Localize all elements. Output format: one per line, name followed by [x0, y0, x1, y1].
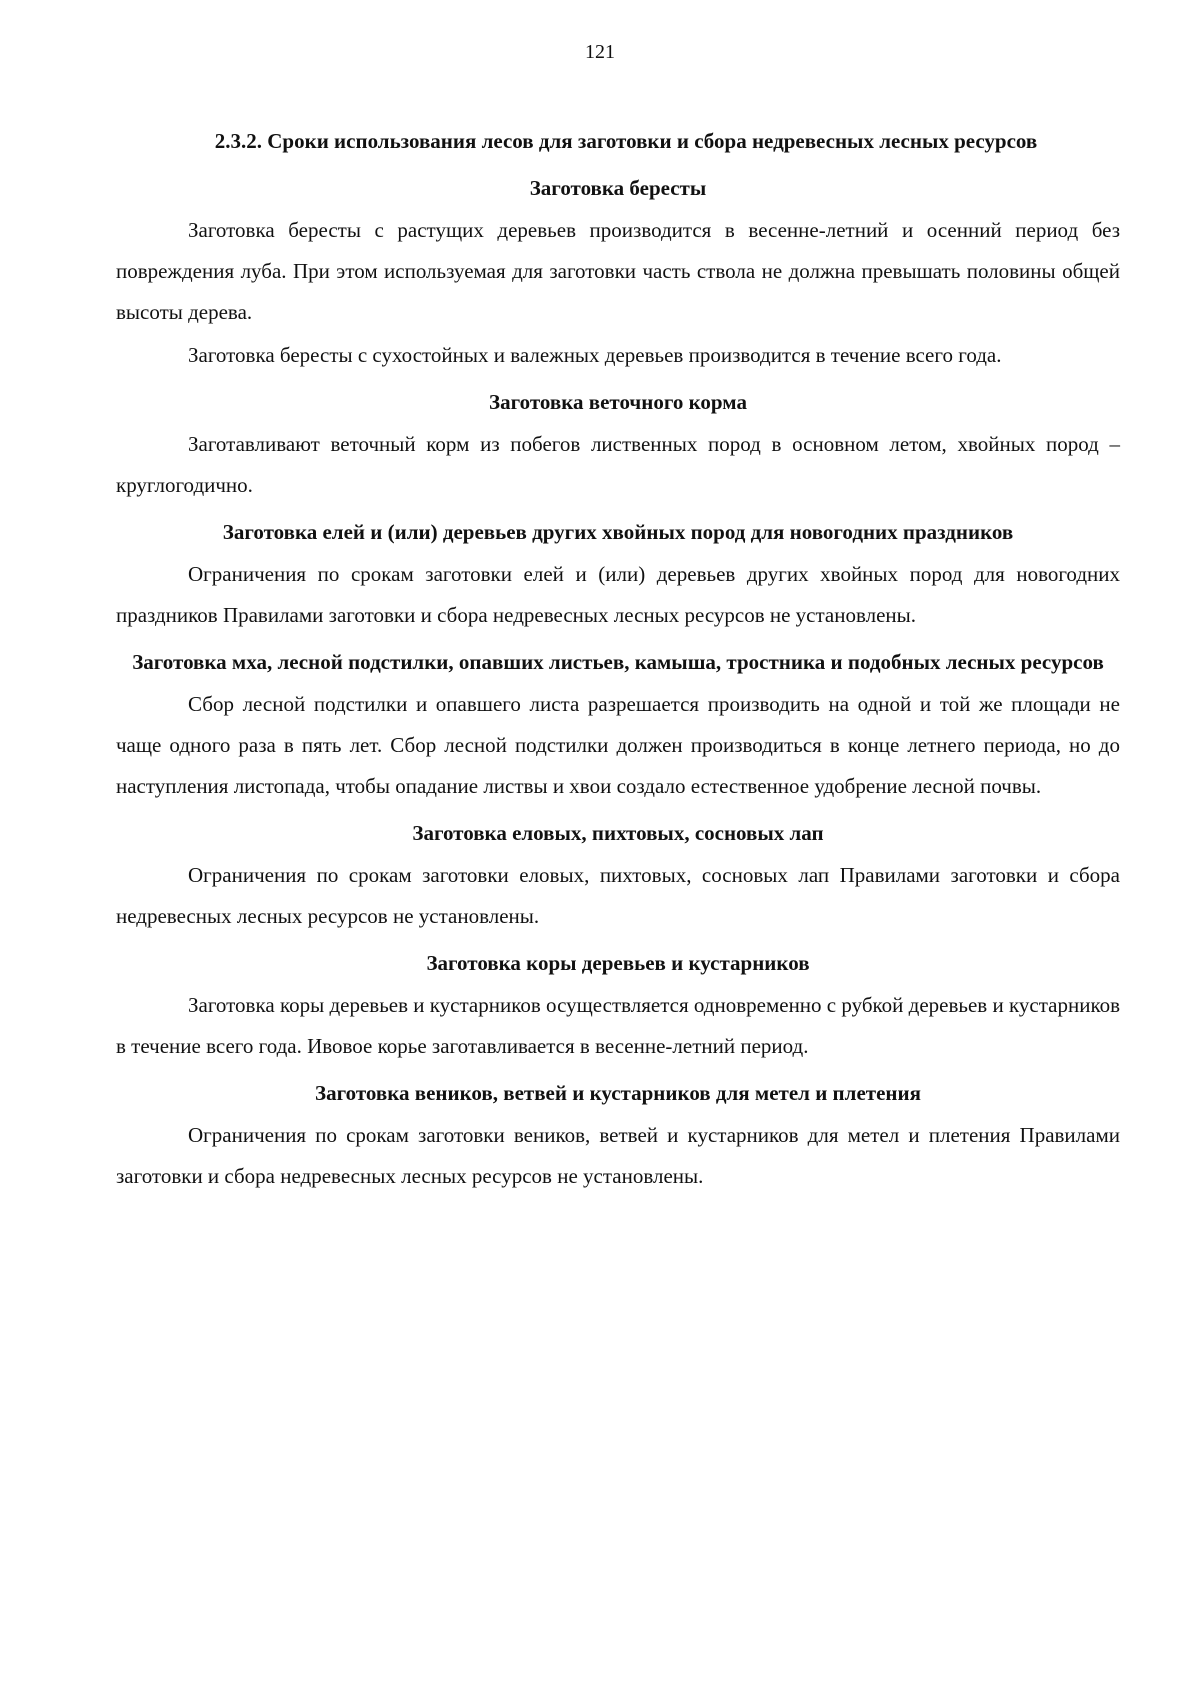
- heading-christmas-trees: Заготовка елей и (или) деревьев других хвойных пород для новогодних праздников: [222, 520, 1014, 544]
- heading-conifer-branches: Заготовка еловых, пихтовых, сосновых лап: [412, 821, 824, 845]
- paragraph: Заготовка бересты с растущих деревьев производится в весенне-летний и осенний период без повреждения луба. При этом используемая для заготовки часть ствола не должна превышать половины общей высоты дерева.: [116, 218, 1120, 324]
- paragraph: Сбор лесной подстилки и опавшего листа разрешается производить на одной и той же площади не чаще одного раза в пять лет. Сбор лесной подстилки должен производиться в конце летнего периода, но до наступления листопада, чтобы опадание листвы и хвои создало естественное удобрение лесной почвы.: [116, 692, 1120, 798]
- paragraph: Заготавливают веточный корм из побегов лиственных пород в основном летом, хвойных пород – круглогодично.: [116, 432, 1120, 497]
- paragraph: Ограничения по срокам заготовки еловых, пихтовых, сосновых лап Правилами заготовки и сбора недревесных лесных ресурсов не установлены.: [116, 863, 1120, 928]
- heading-branch-fodder: Заготовка веточного корма: [489, 390, 747, 414]
- heading-birch-bark: Заготовка бересты: [529, 176, 707, 200]
- page-number: 121: [585, 41, 615, 63]
- section-title: 2.3.2. Сроки использования лесов для заготовки и сбора недревесных лесных ресурсов: [214, 129, 1038, 153]
- paragraph: Заготовка бересты с сухостойных и валежных деревьев производится в течение всего года.: [188, 343, 1002, 367]
- document-body: [116, 120, 1120, 1197]
- heading-brooms-weaving: Заготовка веников, ветвей и кустарников для метел и плетения: [315, 1081, 921, 1105]
- paragraph: Ограничения по срокам заготовки елей и (или) деревьев других хвойных пород для новогодних праздников Правилами заготовки и сбора недревесных лесных ресурсов не установлены.: [116, 562, 1120, 627]
- paragraph: Ограничения по срокам заготовки веников, ветвей и кустарников для метел и плетения Правилами заготовки и сбора недревесных лесных ресурсов не установлены.: [116, 1123, 1120, 1188]
- heading-moss-litter: Заготовка мха, лесной подстилки, опавших листьев, камыша, тростника и подобных лесных ресурсов: [132, 650, 1104, 674]
- paragraph: Заготовка коры деревьев и кустарников осуществляется одновременно с рубкой деревьев и кустарников в течение всего года. Ивовое корье заготавливается в весенне-летний период.: [116, 993, 1120, 1058]
- heading-bark: Заготовка коры деревьев и кустарников: [426, 951, 810, 975]
